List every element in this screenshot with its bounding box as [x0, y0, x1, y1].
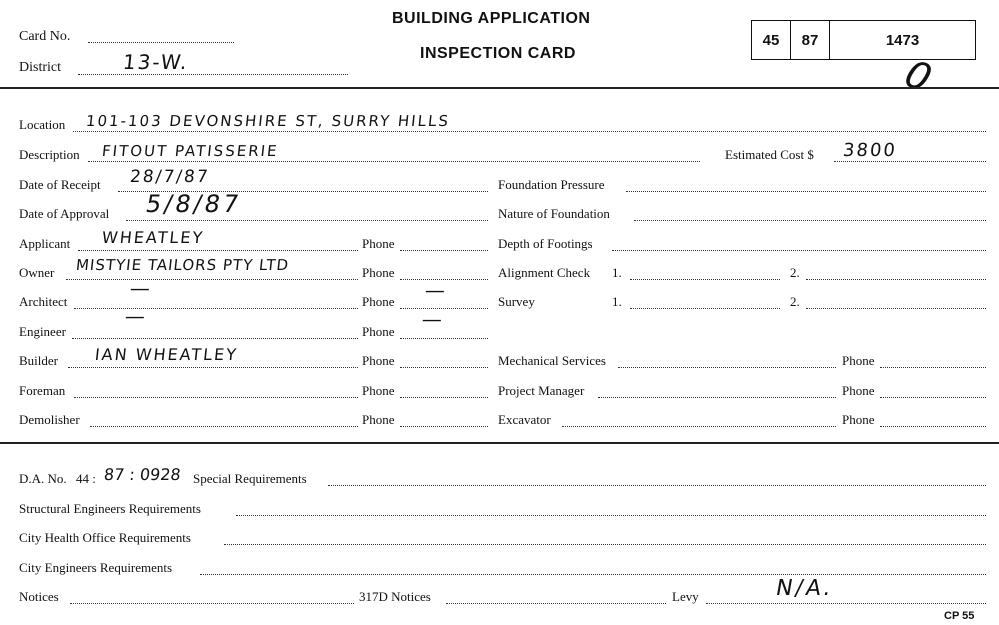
survey-label: Survey	[498, 294, 535, 309]
engineer-field[interactable]	[72, 338, 358, 339]
date-of-approval-value: 5/8/87	[143, 190, 244, 218]
foreman-phone-field[interactable]	[400, 397, 488, 398]
ref-box-1: 45	[752, 21, 791, 59]
foundation-pressure-label: Foundation Pressure	[498, 177, 605, 192]
applicant-phone-field[interactable]	[400, 250, 488, 251]
date-of-receipt-label: Date of Receipt	[19, 177, 101, 192]
mechanical-services-label: Mechanical Services	[498, 353, 606, 368]
owner-label: Owner	[19, 265, 55, 280]
excavator-phone-field[interactable]	[880, 426, 986, 427]
survey-field-2[interactable]	[806, 308, 986, 309]
project-manager-field[interactable]	[598, 397, 836, 398]
engineer-phone-field[interactable]	[400, 338, 488, 339]
date-of-approval-label: Date of Approval	[19, 206, 110, 221]
alignment-check-num1: 1.	[612, 265, 622, 280]
description-field[interactable]	[88, 161, 700, 162]
demolisher-label: Demolisher	[19, 412, 80, 427]
district-value: 13-W.	[121, 50, 190, 74]
district-field[interactable]	[78, 74, 348, 75]
description-label: Description	[19, 147, 80, 162]
excavator-field[interactable]	[562, 426, 836, 427]
notices-label: Notices	[19, 589, 59, 604]
ref-box-2: 87	[791, 21, 830, 59]
date-of-receipt-value: 28/7/87	[128, 167, 211, 187]
city-engineers-label: City Engineers Requirements	[19, 560, 173, 575]
location-value: 101-103 DEVONSHIRE ST, SURRY HILLS	[85, 112, 451, 130]
depth-of-footings-field[interactable]	[612, 250, 986, 251]
levy-label: Levy	[672, 589, 699, 604]
architect-field[interactable]	[74, 308, 358, 309]
owner-value: MISTYIE TAILORS PTY LTD	[75, 256, 291, 274]
architect-phone-label: Phone	[362, 294, 395, 309]
engineer-label: Engineer	[19, 324, 66, 339]
estimated-cost-label: Estimated Cost $	[725, 147, 814, 162]
structural-engineers-field[interactable]	[236, 515, 986, 516]
ref-box-3: 1473	[885, 31, 920, 49]
owner-field[interactable]	[66, 279, 358, 280]
architect-phone-value: —	[423, 278, 449, 302]
depth-of-footings-label: Depth of Footings	[498, 236, 593, 251]
levy-field[interactable]	[706, 603, 986, 604]
applicant-field[interactable]	[78, 250, 358, 251]
footer-divider	[0, 442, 999, 444]
project-manager-phone-label: Phone	[842, 383, 875, 398]
date-of-approval-field[interactable]	[126, 220, 488, 221]
foreman-phone-label: Phone	[362, 383, 395, 398]
architect-value: —	[128, 276, 154, 300]
handwritten-mark: 0	[895, 52, 942, 100]
city-engineers-field[interactable]	[200, 574, 986, 575]
alignment-check-field-1[interactable]	[630, 279, 780, 280]
project-manager-phone-field[interactable]	[880, 397, 986, 398]
demolisher-field[interactable]	[90, 426, 358, 427]
applicant-label: Applicant	[19, 236, 71, 251]
mechanical-services-phone-label: Phone	[842, 353, 875, 368]
project-manager-label: Project Manager	[498, 383, 585, 398]
alignment-check-label: Alignment Check	[498, 265, 591, 280]
notices-317d-field[interactable]	[446, 603, 666, 604]
location-label: Location	[19, 117, 66, 132]
city-health-field[interactable]	[224, 544, 986, 545]
header-divider	[0, 87, 999, 89]
estimated-cost-field[interactable]	[834, 161, 986, 162]
form-code: CP 55	[944, 610, 975, 622]
applicant-phone-label: Phone	[362, 236, 395, 251]
builder-field[interactable]	[68, 367, 358, 368]
excavator-label: Excavator	[498, 412, 551, 427]
architect-label: Architect	[19, 294, 68, 309]
alignment-check-field-2[interactable]	[806, 279, 986, 280]
nature-of-foundation-field[interactable]	[634, 220, 986, 221]
estimated-cost-value: 3800	[841, 140, 898, 161]
survey-field-1[interactable]	[630, 308, 780, 309]
da-prefix: 44 :	[76, 471, 96, 486]
special-requirements-field[interactable]	[328, 485, 986, 486]
excavator-phone-label: Phone	[842, 412, 875, 427]
engineer-phone-label: Phone	[362, 324, 395, 339]
builder-value: IAN WHEATLEY	[94, 345, 239, 364]
builder-phone-label: Phone	[362, 353, 395, 368]
engineer-value: —	[123, 304, 149, 328]
demolisher-phone-label: Phone	[362, 412, 395, 427]
survey-num2: 2.	[790, 294, 800, 309]
nature-of-foundation-label: Nature of Foundation	[498, 206, 610, 221]
alignment-check-num2: 2.	[790, 265, 800, 280]
notices-field[interactable]	[70, 603, 354, 604]
mechanical-services-field[interactable]	[618, 367, 836, 368]
applicant-value: WHEATLEY	[101, 228, 206, 247]
da-no-label: D.A. No.	[19, 471, 67, 486]
demolisher-phone-field[interactable]	[400, 426, 488, 427]
form-title-line2: INSPECTION CARD	[420, 45, 576, 62]
survey-num1: 1.	[612, 294, 622, 309]
foreman-label: Foreman	[19, 383, 66, 398]
card-no-field[interactable]	[88, 42, 234, 43]
builder-phone-field[interactable]	[400, 367, 488, 368]
da-number-value: 87 : 0928	[103, 465, 182, 484]
city-health-label: City Health Office Requirements	[19, 530, 191, 545]
builder-label: Builder	[19, 353, 58, 368]
description-value: FITOUT PATISSERIE	[101, 142, 280, 160]
structural-engineers-label: Structural Engineers Requirements	[19, 501, 201, 516]
levy-value: N/A.	[773, 576, 836, 601]
special-requirements-label: Special Requirements	[193, 471, 307, 486]
reference-number-boxes	[751, 20, 976, 60]
location-field[interactable]	[73, 131, 986, 132]
owner-phone-label: Phone	[362, 265, 395, 280]
foundation-pressure-field[interactable]	[626, 191, 986, 192]
notices-317d-label: 317D Notices	[359, 589, 431, 604]
district-label: District	[19, 60, 61, 75]
foreman-field[interactable]	[74, 397, 358, 398]
engineer-phone-value: —	[420, 307, 446, 331]
mechanical-services-phone-field[interactable]	[880, 367, 986, 368]
form-title-line1: BUILDING APPLICATION	[392, 10, 591, 27]
card-no-label: Card No.	[19, 29, 71, 44]
